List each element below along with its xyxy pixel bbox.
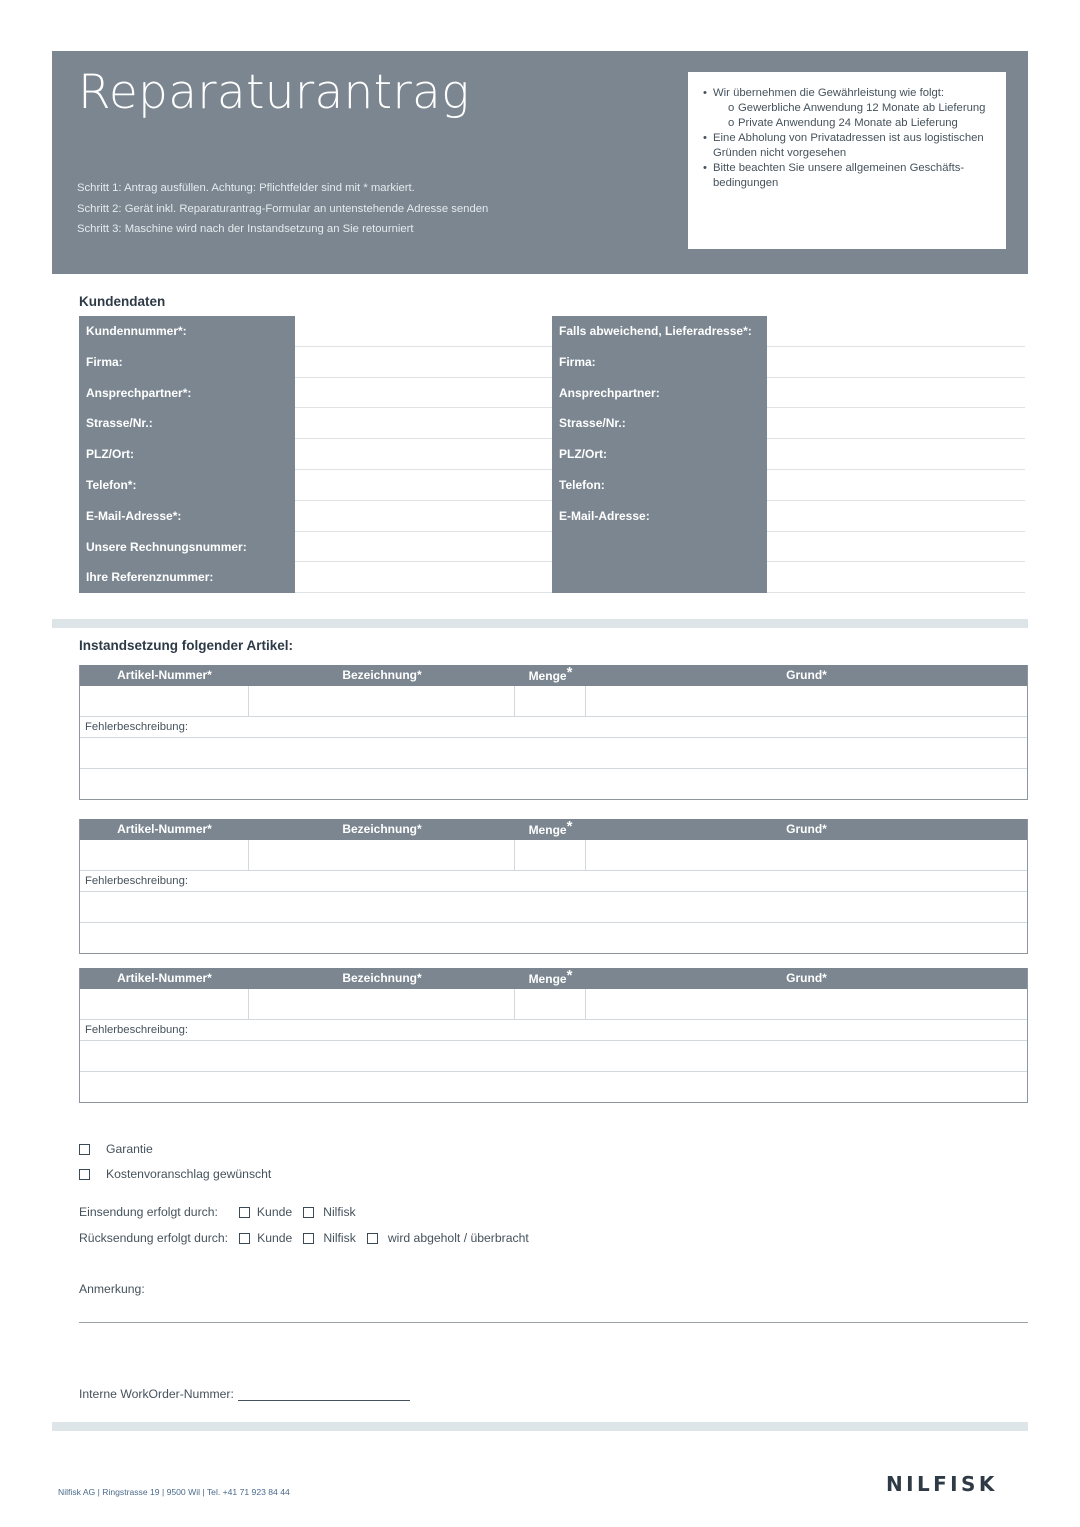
label-telefon: Telefon*: xyxy=(86,477,137,492)
fehlerbeschreibung-label: Fehlerbeschreibung: xyxy=(80,871,1027,892)
label-delivery-email: E-Mail-Adresse: xyxy=(559,508,650,523)
label-kundennummer: Kundennummer*: xyxy=(86,324,187,338)
article-input-row xyxy=(80,840,1027,871)
fehlerbeschreibung-label: Fehlerbeschreibung: xyxy=(80,717,1027,738)
menge-field[interactable] xyxy=(515,686,586,716)
bezeichnung-field[interactable] xyxy=(249,840,515,870)
grund-field[interactable] xyxy=(586,686,1027,716)
ruecksendung-abgeholt-checkbox[interactable] xyxy=(367,1233,378,1244)
ruecksendung-nilfisk-checkbox[interactable] xyxy=(303,1233,314,1244)
grund-field[interactable] xyxy=(586,989,1027,1019)
delivery-ansprechpartner-field[interactable] xyxy=(767,378,1025,409)
bullet-icon: • xyxy=(703,132,707,144)
article-table-header xyxy=(80,665,1027,686)
label-delivery-telefon: Telefon: xyxy=(559,477,605,492)
delivery-plz-ort-field[interactable] xyxy=(767,439,1025,470)
col-menge xyxy=(515,968,586,989)
col-bezeichnung: Bezeichnung* xyxy=(342,822,422,836)
label-plz-ort: PLZ/Ort: xyxy=(86,447,134,462)
anmerkung-label: Anmerkung: xyxy=(79,1282,145,1296)
article-table-2 xyxy=(79,819,1028,954)
einsendung-nilfisk-checkbox[interactable] xyxy=(303,1207,314,1218)
rechnungsnummer-field[interactable] xyxy=(295,532,552,563)
col-bezeichnung: Bezeichnung* xyxy=(342,668,422,682)
article-table-1 xyxy=(79,665,1028,800)
kostenvoranschlag-label: Kostenvoranschlag gewünscht xyxy=(106,1167,272,1181)
bezeichnung-field[interactable] xyxy=(249,989,515,1019)
col-grund: Grund* xyxy=(786,668,827,682)
delivery-extra-field[interactable] xyxy=(767,562,1025,593)
artikel-nummer-field[interactable] xyxy=(80,686,249,716)
label-email: E-Mail-Adresse*: xyxy=(86,508,182,523)
page-title: Reparaturantrag xyxy=(78,65,470,120)
sub-bullet-icon: o xyxy=(728,102,735,114)
col-menge-label: Menge xyxy=(528,972,567,986)
delivery-extra-field[interactable] xyxy=(767,532,1025,563)
workorder-field[interactable] xyxy=(238,1389,410,1401)
col-menge xyxy=(515,819,586,840)
ruecksendung-row xyxy=(79,1231,529,1245)
article-table-3 xyxy=(79,968,1028,1103)
bezeichnung-field[interactable] xyxy=(249,686,515,716)
info-text: Bitte beachten Sie unsere allgemeinen Geschäfts-bedingungen xyxy=(713,162,965,189)
label-rechnungsnummer: Unsere Rechnungsnummer: xyxy=(86,539,247,554)
workorder-row xyxy=(79,1387,410,1401)
referenznummer-field[interactable] xyxy=(295,562,552,593)
article-input-row xyxy=(80,686,1027,717)
col-grund: Grund* xyxy=(786,822,827,836)
menge-field[interactable] xyxy=(515,989,586,1019)
customer-section-title: Kundendaten xyxy=(79,294,166,309)
steps-list xyxy=(77,178,488,240)
step-3: Schritt 3: Maschine wird nach der Instandsetzung an Sie retourniert xyxy=(77,223,414,235)
label-lieferadresse: Falls abweichend, Lieferadresse*: xyxy=(559,324,752,338)
label-strasse: Strasse/Nr.: xyxy=(86,416,153,431)
menge-field[interactable] xyxy=(515,840,586,870)
col-artikel-nummer: Artikel-Nummer* xyxy=(117,822,212,836)
footer-divider xyxy=(52,1422,1028,1431)
artikel-nummer-field[interactable] xyxy=(80,840,249,870)
fehlerbeschreibung-field[interactable] xyxy=(80,738,1027,769)
ruecksendung-nilfisk-label: Nilfisk xyxy=(323,1231,356,1245)
step-1: Schritt 1: Antrag ausfüllen. Achtung: Pflichtfelder sind mit * markiert. xyxy=(77,182,415,194)
label-delivery-plz-ort: PLZ/Ort: xyxy=(559,447,607,462)
article-table-header xyxy=(80,968,1027,989)
garantie-label: Garantie xyxy=(106,1142,153,1156)
bullet-icon: • xyxy=(703,162,707,174)
required-star: * xyxy=(566,664,573,681)
required-star: * xyxy=(566,967,573,984)
delivery-firma-field[interactable] xyxy=(767,347,1025,378)
fehlerbeschreibung-label: Fehlerbeschreibung: xyxy=(80,1020,1027,1041)
plz-ort-field[interactable] xyxy=(295,439,552,470)
article-input-row xyxy=(80,989,1027,1020)
fehlerbeschreibung-field[interactable] xyxy=(80,892,1027,923)
label-referenznummer: Ihre Referenznummer: xyxy=(86,570,214,585)
ruecksendung-kunde-label: Kunde xyxy=(257,1231,293,1245)
col-menge-label: Menge xyxy=(528,669,567,683)
col-artikel-nummer: Artikel-Nummer* xyxy=(117,971,212,985)
info-subitem xyxy=(703,116,998,131)
delivery-address-block xyxy=(552,316,1025,593)
telefon-field[interactable] xyxy=(295,470,552,501)
footer-address: Nilfisk AG | Ringstrasse 19 | 9500 Wil | Tel. +41 71 923 84 44 xyxy=(58,1487,290,1497)
fehlerbeschreibung-field[interactable] xyxy=(80,923,1027,954)
einsendung-kunde-label: Kunde xyxy=(256,1205,293,1219)
info-item xyxy=(703,86,998,101)
col-menge-label: Menge xyxy=(528,823,567,837)
info-subitem xyxy=(703,101,998,116)
sub-bullet-icon: o xyxy=(728,117,735,129)
ruecksendung-label: Rücksendung erfolgt durch: xyxy=(79,1231,229,1245)
customer-address-block xyxy=(79,316,552,593)
customer-value-column xyxy=(295,316,552,593)
delivery-label-column xyxy=(552,316,767,593)
einsendung-row xyxy=(79,1205,356,1219)
fehlerbeschreibung-field[interactable] xyxy=(80,1041,1027,1072)
kostenvoranschlag-checkbox[interactable] xyxy=(79,1169,90,1180)
info-text: Private Anwendung 24 Monate ab Lieferung xyxy=(738,117,958,129)
ruecksendung-abgeholt-label: wird abgeholt / überbracht xyxy=(387,1231,529,1245)
label-delivery-firma: Firma: xyxy=(559,354,596,369)
ruecksendung-kunde-checkbox[interactable] xyxy=(239,1233,250,1244)
info-item xyxy=(703,131,998,161)
garantie-checkbox[interactable] xyxy=(79,1144,90,1155)
delivery-telefon-field[interactable] xyxy=(767,470,1025,501)
garantie-option xyxy=(79,1142,153,1156)
nilfisk-logo: NILFISK xyxy=(886,1472,998,1496)
grund-field[interactable] xyxy=(586,840,1027,870)
customer-label-column xyxy=(79,316,295,593)
step-2: Schritt 2: Gerät inkl. Reparaturantrag-Formular an untenstehende Adresse senden xyxy=(77,202,489,215)
email-field[interactable] xyxy=(295,501,552,532)
col-menge xyxy=(515,665,586,686)
article-table-header xyxy=(80,819,1027,840)
label-ansprechpartner: Ansprechpartner*: xyxy=(86,385,192,400)
anmerkung-field[interactable] xyxy=(79,1322,1028,1323)
required-star: * xyxy=(566,818,573,835)
info-item xyxy=(703,161,998,191)
fehlerbeschreibung-field[interactable] xyxy=(80,769,1027,800)
info-text: Gewerbliche Anwendung 12 Monate ab Lieferung xyxy=(738,102,986,114)
section-divider xyxy=(52,619,1028,628)
strasse-field[interactable] xyxy=(295,408,552,439)
label-delivery-ansprechpartner: Ansprechpartner: xyxy=(559,385,660,400)
artikel-nummer-field[interactable] xyxy=(80,989,249,1019)
warranty-info-box xyxy=(688,72,1006,249)
col-grund: Grund* xyxy=(786,971,827,985)
workorder-label: Interne WorkOrder-Nummer: xyxy=(79,1387,234,1401)
fehlerbeschreibung-field[interactable] xyxy=(80,1072,1027,1103)
einsendung-nilfisk-label: Nilfisk xyxy=(323,1205,356,1219)
header-banner xyxy=(52,51,1028,274)
firma-field[interactable] xyxy=(295,347,552,378)
col-artikel-nummer: Artikel-Nummer* xyxy=(117,668,212,682)
info-text: Wir übernehmen die Gewährleistung wie folgt: xyxy=(713,87,945,99)
delivery-email-field[interactable] xyxy=(767,501,1025,532)
label-firma: Firma: xyxy=(86,354,123,369)
einsendung-label: Einsendung erfolgt durch: xyxy=(79,1205,218,1219)
col-bezeichnung: Bezeichnung* xyxy=(342,971,422,985)
articles-section-title: Instandsetzung folgender Artikel: xyxy=(79,638,294,653)
kostenvoranschlag-option xyxy=(79,1167,271,1181)
lieferadresse-field[interactable] xyxy=(767,316,1025,347)
delivery-strasse-field[interactable] xyxy=(767,408,1025,439)
kundennummer-field[interactable] xyxy=(295,316,552,347)
ansprechpartner-field[interactable] xyxy=(295,378,552,409)
info-text: Eine Abholung von Privatadressen ist aus logistischen Gründen nicht vorgesehen xyxy=(713,132,984,159)
einsendung-kunde-checkbox[interactable] xyxy=(239,1207,250,1218)
label-delivery-strasse: Strasse/Nr.: xyxy=(559,416,626,431)
delivery-value-column xyxy=(767,316,1025,593)
bullet-icon: • xyxy=(703,87,707,99)
